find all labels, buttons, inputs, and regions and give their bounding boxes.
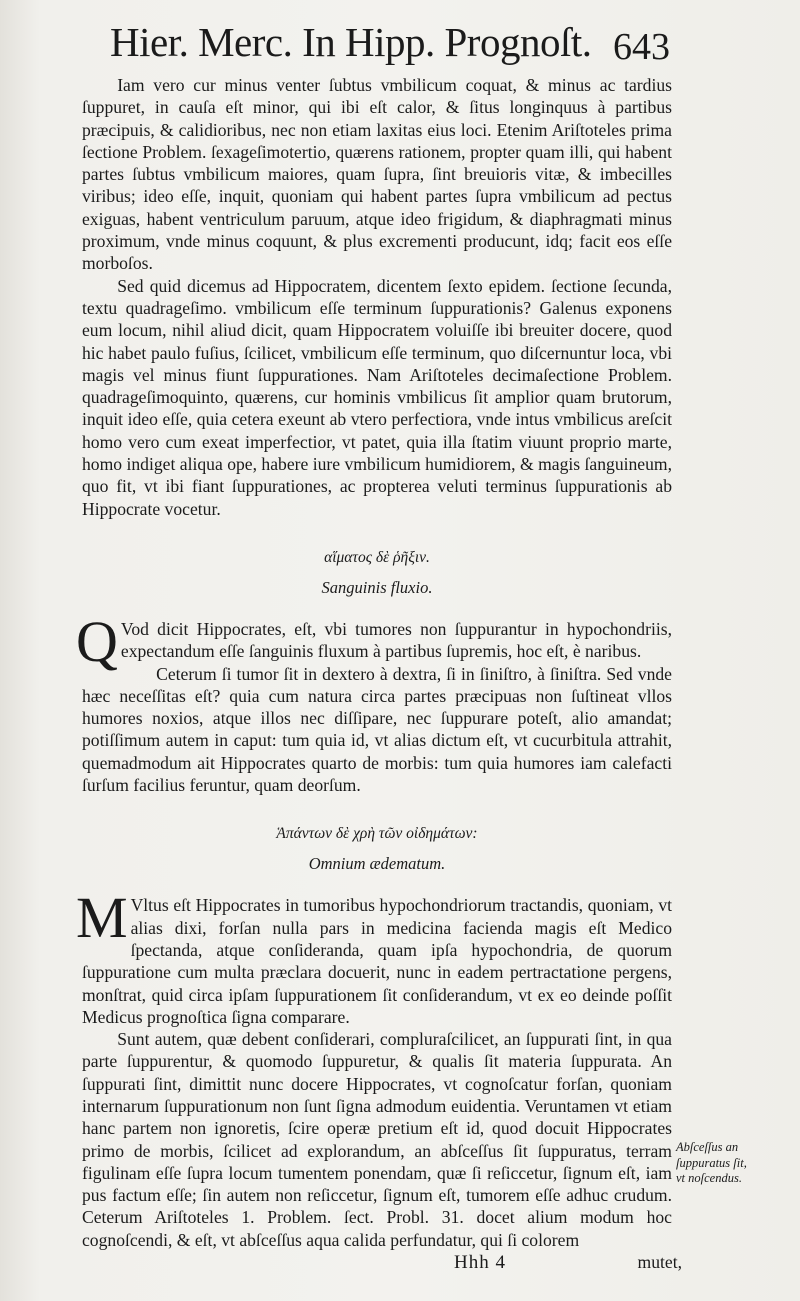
- paragraph-2: Sed quid dicemus ad Hippocratem, dicentem ſexto epidem. ſectione ſecunda, textu quadrageſimo. vmbilicum eſſe terminum ſuppurationis? Galenus exponens eum locum, nihil aliud dicit, quam Hippocratem voluiſſe ibi breuiter docere, quod hic habet paulo fuſius, ſcilicet, vmbilicum eſſe terminum, quo diſcernuntur loca, vbi magis vel minus fiunt ſuppurationes. Nam Ariſtoteles decimaſectione Problem. quadrageſimoquinto, quærens, cur hominis vmbilicus ſit amplior quam brutorum, inquit ideo eſſe, quia cetera exeunt ab vtero perfectiora, vnde intus vmbilicus areſcit homo vero cum exeat imperfectior, vt patet, quia illa ſtatim viuunt proprio marte, homo indiget aliqua ope, habere iure vmbilicum humidiorem, & magis ſanguineum, quo fit, vt ibi fiant ſuppurationes, ac propterea veluti terminus ſuppurationis ab Hippocrate vocetur.: [82, 275, 672, 519]
- catchword: mutet,: [637, 1252, 682, 1272]
- page-footer: [82, 1252, 682, 1276]
- page-number: 643: [613, 26, 670, 68]
- signature-mark: Hhh 4: [454, 1252, 506, 1273]
- section-1-opening-text: Vod dicit Hippocrates, eſt, vbi tumores non ſuppurantur in hypochondriis, expectandum eſſe ſanguinis fluxum à partibus ſupremis, hoc eſt, è naribus.: [120, 618, 672, 662]
- section-2-paragraph: Sunt autem, quæ debent conſiderari, compluraſcilicet, an ſuppurati ſint, in qua parte ſuppurentur, & quomodo ſuppuretur, & qualis ſit materia ſuppurata. An ſuppurati ſint, dimittit nunc docere Hippocrates, vt cognoſcatur forſan, quoniam internarum ſuppurationum non ſunt ſigna admodum euidentia. Veruntamen vt etiam hanc partem non ignoretis, ſcire operæ pretium eſt id, quod docuit Hippocrates primo de morbis, ſcilicet ad explorandum, an abſceſſus ſit ſuppuratus, terram figulinam eſſe ſupra locum tumentem ponendam, quæ ſi reſiccetur, ſignum eſt, iam pus factum eſſe; ſin autem non reſiccetur, ſignum eſt, tumorem eſſe adhuc crudum. Ceterum Ariſtoteles 1. Problem. ſect. Probl. 31. docet alium modum hoc cognoſcendi, & eſt, vt abſceſſus aqua calida perfundatur, qui ſi colorem: [82, 1029, 672, 1250]
- running-head: Hier. Merc. In Hipp. Prognoſt.: [110, 19, 592, 65]
- section-2-opening-paragraph: [76, 885, 672, 1028]
- section-1-paragraph: Ceterum ſi tumor ſit in dextero à dextra, ſi in ſiniſtro, à ſiniſtra. Sed vnde hæc neceſſitas eſt? quia cum natura circa partes præcipuas non ſuſtineat vllos humores noxios, atque illos nec diſſipare, nec ſuppurare poteſt, alio amandat; potiſſimum autem in caput: tum quia id, vt alias dictum eſt, vt cucurbitula attrahit, quemadmodum ait Hippocrates quarto de morbis: tum quia humores iam calefacti ſurſum facilius feruntur, quam deorſum.: [82, 663, 672, 796]
- section-2-greek-heading: Ἁπάντων δὲ χρὴ τῶν οἰδημάτων:: [276, 825, 478, 843]
- section-1-opening-paragraph: [76, 608, 672, 674]
- body-text: [76, 74, 672, 1251]
- page-header: [110, 14, 670, 74]
- section-1-greek-heading: αἵματος δὲ ῥῆξιν.: [324, 548, 430, 566]
- section-2-latin-heading: Omnium ædematum.: [308, 854, 446, 874]
- margin-note: Abſceſſus an ſuppuratus ſit, vt noſcendus.: [676, 1140, 747, 1185]
- section-2-opening-text: Vltus eſt Hippocrates in tumoribus hypochondriorum tractandis, quoniam, vt alias dixi, forſan nulla pars in medicina facienda magis eſt Medico ſpectanda, atque conſideranda, quam ipſa hypochondria, de quorum ſuppuratione cum multa præclara docuerit, nunc in eadem pertractatione pergens, monſtrat, quid circa ipſam ſuppurationem ſit conſiderandum, vt ex eo deinde poſſit Medicus prognoſtica ſigna comparare.: [82, 895, 672, 1027]
- drop-cap-q: Q: [76, 608, 118, 674]
- section-1-latin-heading: Sanguinis fluxio.: [321, 577, 433, 597]
- paragraph-1: Iam vero cur minus venter ſubtus vmbilicum coquat, & minus ac tardius ſuppuret, in cauſa eſt minor, qui ibi eſt calor, & ſitus longinquus à partibus præcipuis, & calidioribus, nec non etiam laxitas eius loci. Etenim Ariſtoteles prima ſectione Problem. ſexageſimotertio, quærens rationem, propter quam illi, qui habent partes ſubtus vmbilicum maiores, quam ſupra, ſint breuioris vitæ, & imbecilles viribus; ideo eſſe, inquit, quoniam qui habent partes ſupra vmbilicum ad pectus exiguas, habent ventriculum paruum, atque ideo frigidum, & diaphragmati minus proximum, vnde minus coquunt, & plus excrementi producunt, idq; facit eos eſſe morboſos.: [82, 75, 672, 274]
- drop-cap-m: M: [76, 885, 128, 951]
